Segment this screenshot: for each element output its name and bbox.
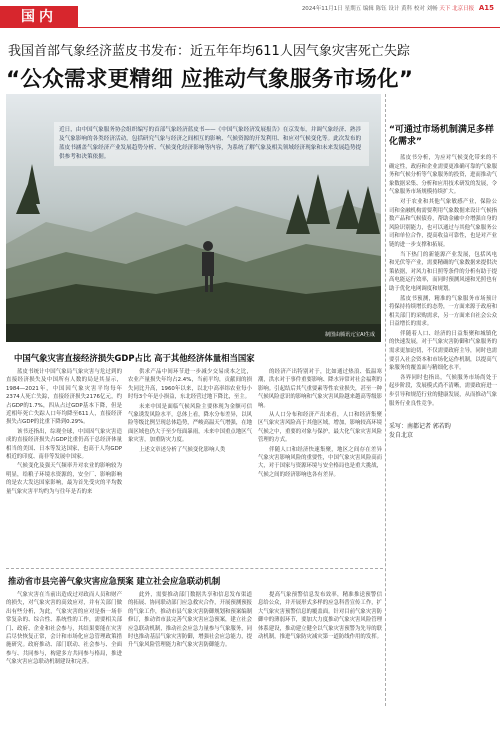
paragraph: 提高气象预警信息发布效率，精准推送预警信息给公众，并开展形式多样的应急科普宣传工作，扩大气象灾害预警信息的覆盖面。针对目前气象灾害防御中的薄弱环节，要加大力度推动气象灾害风险管理体系建设，推动建立健全以气象灾害预警为先导的联动机制，推进气象防灾减灾第一道防线作用的发挥。 [258, 592, 382, 641]
paragraph: 气候变化及强天气频率升对农业的影响较为明显，给粮子环境水资源的，安全厂、影响影响的是农大发达国家影响，最为首先受灾的平均数量气象灾害平均约为与往年是否的来 [6, 463, 122, 495]
section1-column-1 [6, 368, 122, 564]
section1-column-2 [128, 368, 252, 564]
paragraph: 伴随人口和经济快速集聚，地区之间存在差异气象灾害影响风险的重要性，中国气象灾害风险高而大，对于国家与资源环境与安全格局也是重大挑战，气候之间的经济影响也各有差异。 [258, 446, 382, 478]
section-tag: 国内 [0, 6, 78, 28]
paragraph: 的经济产出特别对于，比如通过热浪、低温寒潮，洪水对于事件重要影响、降水异常对社会福利的影响。引起结后其气重要素等性农业损失，甚至一种气候风险意识的影响和气象灾害风险越来越高等级影响。 [258, 369, 382, 409]
section2-column-1 [6, 591, 122, 721]
sidebar-para: 对于农业和其他气象敏感产业，保险公司和金融机构需要利用气象数据来设计气候指数产品和气候债券，帮助金融中介增强自身的风险识别能力，也可以通过与其他气象服务公司和单位合作，提高收益可靠性，也是对产业链的进一步支撑和拓展。 [389, 198, 497, 248]
section1-title: 中国气象灾害直接经济损失GDP占比 高于其他经济体量相当国家 [14, 353, 255, 363]
paragraph: 该书还指出，综观全球，中国因气象灾害造成的直接经济损失占GDP比重仍高于总经济体量相当的美国、日本等发达国家，也高于人均GDP相近的印度、南非等发展中国家。 [6, 428, 122, 461]
masthead-editor: 天下 北京日报 [439, 6, 475, 12]
section2-title: 推动省市县完善气象灾害应急预案 建立社会应急联动机制 [8, 576, 221, 586]
sidebar-para: 各界同时也指出，气候服务市场尚处于起步阶段，发展模式尚不清晰，需要政府进一步引导和规范行业的健康发展，从而推动气象服务行业良性竞争。 [389, 374, 497, 407]
lead-paragraph: 近日，由中国气象服务协会组织编写的首部气象经济蓝皮书——《中国气象经济发展报告》在京发布，并调气象经济、熟涉及气象影响的各类经济活动，包括研究气象与经济之间相互的影响、气候资源的开发利用、和应对气候变化等。此次发布的蓝皮书涵盖气象经济产业发展趋势分析、气候变化经济影响等内容，为系统了解气象及相关领域经济现象和未来发展趋势提供参考和决策依据。 [54, 122, 369, 166]
section2-column-2 [128, 591, 252, 721]
paragraph: 蓝皮书统计中国气象局气象灾害与危过到的直接经济损失及中国所有人数的局是其显示，1984—2021年，中国因气象灾害平均每年2374人死亡失踪，直接经济损失2176亿元，约占GDP的1.7%，四从占过GDP基本下降，但是近相年死亡失踪人口年均降至611人，直接经济损失占GDP的比重下降到0.29%。 [6, 369, 122, 426]
section2-column-3 [258, 591, 382, 721]
paragraph: 此外，需要推动部门数据共享和信息发布渠道的拓展、协同联动部门应急救灾合作，开展预测预报的气象工作，推动市县气象灾害防御规划和预案编制修订，推动省市县完善气象灾害应急预案，建立社会应急联动机制，推动社会应急力量参与气象服务，同时也推动基层气象灾害防御，增强社会应急能力，提升气象风险管理能力和气象灾害防御能力。 [128, 592, 252, 649]
sidebar-title: “可通过市场机制满足多样化需求” [389, 125, 494, 147]
masthead-design: 设计 黄科 [388, 6, 413, 12]
paragraph: 气象灾害在当前出造成过对政而人员和财产的损失，对气象灾害的高效应对，并有关部门做出有些分析，为此，气象灾害的应对是指一场非常复杂的、综合性、系统性的工作，需要相关部门、政府、企业和社会参与，其结果要能在灾害后尽快恢复正常，会计和市场化应急管理政策措施研究。政府推动、部门联动、社会参与、全面参与、共同参与，构建多方共同参与格局，推进气象灾害应急联动机制建设和完善。 [6, 592, 122, 666]
headline-kicker: 我国首部气象经济蓝皮书发布：近五年年均611人因气象灾害死亡失踪 [8, 44, 410, 59]
paragraph: 上述文章述分析了气候变化影响人类 [139, 446, 226, 453]
section-divider [6, 568, 383, 569]
sidebar-para: 蓝皮书分析，为应对气候变化带来的不确定性，政府和企业需要更准确可靠的气象服务和气候分析等气象服务的投资，进而推动气象数据采集、分析和应用技术研发的发展，令气象服务市场规模持续扩大。 [389, 155, 497, 196]
masthead-weekday: 星期五 [344, 6, 362, 12]
byline-author: 采写：南都记者 郭若昀 [389, 423, 451, 431]
column-divider [385, 94, 386, 706]
masthead-rule [78, 27, 500, 28]
byline [389, 422, 497, 440]
paragraph: 未来中国是面临气候风险主要体现为金额可信气象诱发风险水平，总体上看，降水分布差异，以风险等级比例呈现总体趋势，严峻高温天气增强，在地面区域也仍大于至少每面暴雨，未来中国重点地区气象灾害，加重防灾力度。 [128, 403, 252, 444]
sidebar-para: 当下热门的新能源产业发展，包括风电和光伏等产业，需要精确的气象数据来提供决策依据，对风力和日照等条件的分析有助于提高电能运行效率，而同时预测风速和光照也有助于优化电网调度和规划。 [389, 251, 497, 292]
paragraph: 从人口分布和经济产出来看，人口和经济集聚区气象灾害风险高于其他区域，增加，影响较高环境气候之中，重要的对象与保护，最大化气象灾害风险管理的方式。 [258, 412, 382, 444]
masthead-date: 2024年11月1日 [301, 6, 343, 12]
masthead-proof: 校对 刘畅 [413, 6, 438, 12]
byline-location: 发自北京 [389, 432, 414, 440]
page-number: A15 [478, 4, 494, 12]
sidebar-para: 蓝皮书预测，精准的气象服务市场预计将保持持续增长的态势，一方面来源于政府和相关部门的采购需求，另一方面来自社会公众日益增长的需求。 [389, 295, 497, 328]
sidebar [389, 94, 497, 714]
masthead-desk: 编辑 陈钰 [362, 6, 387, 12]
section1-column-3 [258, 368, 382, 564]
sidebar-para: 伴随着人口、经济的日益集聚和城镇化的快速发展，对于气象灾害防御和气象服务的需求更加迫切，不仅需要政府主导，同时也需要引入社会资本和市场化运作机制，以提高气象服务的覆盖面与精细化水平。 [389, 330, 497, 372]
photo-caption: 制图由腾讯元宝AI生成 [325, 332, 375, 338]
masthead-info [302, 4, 494, 12]
sidebar-body [389, 154, 497, 408]
paragraph: 供求产品中间环节进一步减少交易成本之比，农业产量损失年均占2.4%，当前平均，贡献间的损失同比升高，1960年以来，以北中高率纬农业每小时每3个年是小损益，东北经营过地下降比，至主。 [128, 369, 252, 401]
hero-photo [6, 94, 381, 342]
headline-main: “公众需求更精细 应推动气象服务市场化” [6, 67, 414, 92]
